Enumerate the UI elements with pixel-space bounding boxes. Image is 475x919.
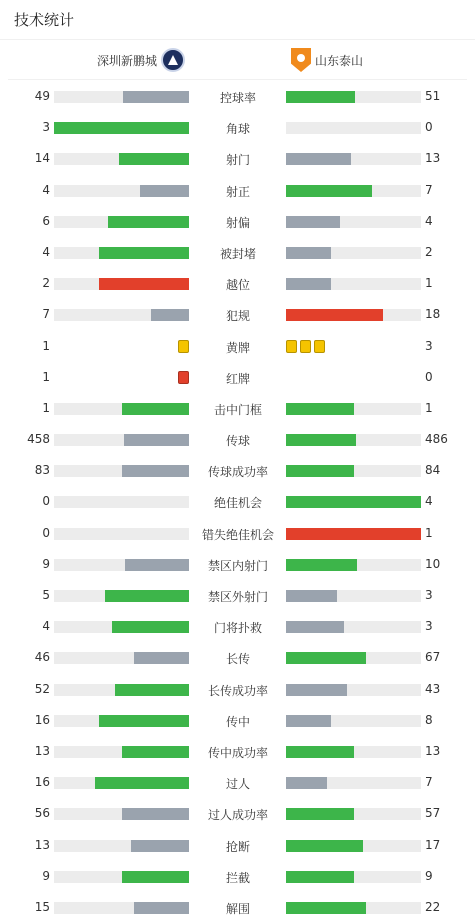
home-bar-track (54, 871, 189, 883)
stat-home-value: 13 (34, 743, 50, 758)
away-bar-track (286, 777, 421, 789)
away-bar-fill (286, 777, 327, 789)
away-bar-track (286, 465, 421, 477)
away-bar-track (286, 902, 421, 914)
stat-home-value: 1 (42, 369, 50, 384)
stat-row (0, 206, 475, 237)
stat-home-value: 1 (42, 338, 50, 353)
stat-home-value: 458 (27, 432, 50, 447)
away-bar-fill (286, 902, 366, 914)
stat-label: 拦截 (225, 870, 250, 885)
home-cards (178, 371, 189, 384)
away-bar-track (286, 840, 421, 852)
stat-home-value: 7 (42, 307, 50, 322)
page-title: 技术统计 (14, 11, 75, 29)
stat-row (0, 861, 475, 892)
stat-away-value: 13 (425, 743, 441, 758)
away-bar-track (286, 652, 421, 664)
stat-home-value: 16 (34, 712, 50, 727)
stat-row (0, 393, 475, 424)
home-bar-fill (112, 621, 189, 633)
away-bar-track (286, 871, 421, 883)
stat-row (0, 518, 475, 549)
stat-away-value: 8 (425, 712, 433, 727)
yellow-card-icon (178, 340, 189, 353)
home-bar-track (54, 528, 189, 540)
home-team-name: 深圳新鹏城 (96, 53, 157, 68)
yellow-card-icon (314, 340, 325, 353)
stat-home-value: 46 (34, 650, 50, 665)
home-bar-track (54, 621, 189, 633)
stat-home-value: 83 (34, 463, 50, 478)
stat-away-value: 18 (425, 307, 441, 322)
home-bar-track (54, 684, 189, 696)
stat-label: 红牌 (225, 371, 250, 386)
away-bar-track (286, 309, 421, 321)
away-bar-track (286, 153, 421, 165)
stat-home-value: 49 (34, 89, 50, 103)
away-bar-fill (286, 621, 344, 633)
stat-away-value: 1 (425, 525, 433, 540)
away-team-logo-icon (291, 48, 311, 72)
home-bar-track (54, 247, 189, 259)
home-bar-track (54, 590, 189, 602)
home-bar-fill (95, 777, 189, 789)
stat-row (0, 175, 475, 206)
stat-label: 黄牌 (225, 340, 250, 355)
stat-home-value: 52 (34, 681, 50, 696)
stat-row (0, 331, 475, 362)
away-bar-track (286, 808, 421, 820)
home-bar-fill (115, 684, 189, 696)
stat-row (0, 268, 475, 299)
away-bar-fill (286, 528, 421, 540)
stat-label: 控球率 (219, 91, 256, 105)
stat-away-value: 67 (425, 650, 441, 665)
stat-away-value: 4 (425, 494, 433, 509)
stat-label: 抢断 (225, 839, 250, 854)
stat-row (0, 798, 475, 829)
stat-label: 传球 (225, 434, 250, 449)
away-team[interactable] (291, 48, 363, 72)
stat-home-value: 3 (42, 120, 50, 135)
stat-away-value: 51 (425, 89, 441, 103)
away-bar-fill (286, 309, 383, 321)
stat-label: 过人 (225, 777, 250, 792)
stat-row (0, 736, 475, 767)
home-team-logo-icon (161, 48, 185, 72)
stat-label: 长传成功率 (207, 683, 268, 698)
home-bar-track (54, 777, 189, 789)
away-bar-track (286, 91, 421, 103)
home-bar-fill (105, 590, 189, 602)
away-bar-fill (286, 652, 366, 664)
away-bar-track (286, 185, 421, 197)
stat-label: 射门 (225, 153, 250, 168)
home-bar-fill (99, 278, 189, 290)
home-bar-track (54, 403, 189, 415)
stat-row (0, 674, 475, 705)
stat-away-value: 43 (425, 681, 441, 696)
away-bar-track (286, 684, 421, 696)
stat-label: 禁区内射门 (207, 558, 268, 573)
home-bar-track (54, 278, 189, 290)
stat-away-value: 0 (425, 369, 433, 384)
away-bar-track (286, 621, 421, 633)
red-card-icon (178, 371, 189, 384)
stat-label: 越位 (225, 278, 250, 293)
stat-home-value: 14 (34, 151, 50, 166)
stat-away-value: 3 (425, 619, 433, 634)
stat-row (0, 642, 475, 673)
away-bar-track (286, 528, 421, 540)
stat-row (0, 81, 475, 112)
stat-row (0, 486, 475, 517)
away-bar-fill (286, 247, 331, 259)
away-bar-track (286, 715, 421, 727)
stat-away-value: 7 (425, 182, 433, 197)
stat-row (0, 830, 475, 861)
stat-label: 错失绝佳机会 (201, 527, 274, 542)
stat-home-value: 9 (42, 868, 50, 883)
home-bar-fill (140, 185, 189, 197)
home-bar-track (54, 153, 189, 165)
stat-row (0, 455, 475, 486)
home-bar-track (54, 902, 189, 914)
home-bar-track (54, 91, 189, 103)
home-bar-fill (99, 715, 189, 727)
yellow-card-icon (300, 340, 311, 353)
home-bar-fill (134, 902, 189, 914)
away-bar-fill (286, 465, 354, 477)
away-bar-track (286, 122, 421, 134)
away-bar-fill (286, 808, 354, 820)
stat-home-value: 2 (42, 276, 50, 291)
home-bar-track (54, 465, 189, 477)
away-bar-fill (286, 216, 340, 228)
stat-away-value: 13 (425, 151, 441, 166)
stat-label: 传中 (225, 714, 250, 729)
stat-label: 解围 (225, 901, 250, 916)
stat-away-value: 4 (425, 213, 433, 228)
stat-label: 禁区外射门 (207, 590, 268, 604)
away-bar-fill (286, 403, 354, 415)
stat-row (0, 705, 475, 736)
stat-row (0, 112, 475, 143)
stat-home-value: 0 (42, 494, 50, 509)
home-bar-track (54, 185, 189, 197)
away-bar-fill (286, 153, 351, 165)
stat-row (0, 892, 475, 919)
home-team[interactable] (97, 48, 185, 72)
stat-away-value: 84 (425, 463, 441, 478)
stat-home-value: 6 (42, 213, 50, 228)
stat-home-value: 13 (34, 837, 50, 852)
stat-row (0, 362, 475, 393)
stat-away-value: 0 (425, 120, 433, 135)
home-bar-fill (134, 652, 189, 664)
stat-away-value: 7 (425, 775, 433, 790)
stats-list (0, 81, 475, 919)
stat-away-value: 22 (425, 899, 441, 914)
home-bar-fill (122, 746, 190, 758)
stat-away-value: 17 (425, 837, 441, 852)
header (0, 0, 475, 40)
stat-home-value: 9 (42, 556, 50, 571)
home-bar-fill (125, 559, 189, 571)
stat-label: 过人成功率 (207, 808, 268, 823)
stat-label: 绝佳机会 (213, 496, 262, 511)
home-bar-track (54, 559, 189, 571)
away-bar-fill (286, 715, 331, 727)
stat-label: 被封堵 (219, 246, 256, 261)
stat-row (0, 299, 475, 330)
home-bar-track (54, 746, 189, 758)
away-bar-fill (286, 871, 354, 883)
home-bar-track (54, 808, 189, 820)
home-bar-track (54, 496, 189, 508)
away-bar-track (286, 247, 421, 259)
home-bar-track (54, 434, 189, 446)
stat-label: 传球成功率 (207, 465, 268, 480)
stat-home-value: 4 (42, 244, 50, 259)
stat-row (0, 143, 475, 174)
away-bar-track (286, 434, 421, 446)
stat-away-value: 486 (425, 432, 448, 447)
stat-label: 长传 (225, 652, 250, 667)
home-bar-fill (122, 403, 190, 415)
home-bar-fill (131, 840, 190, 852)
away-bar-track (286, 216, 421, 228)
stat-home-value: 1 (42, 400, 50, 415)
stat-away-value: 3 (425, 588, 433, 602)
away-bar-track (286, 590, 421, 602)
away-bar-fill (286, 434, 356, 446)
stat-row (0, 549, 475, 580)
away-bar-fill (286, 559, 357, 571)
home-bar-track (54, 309, 189, 321)
away-bar-fill (286, 684, 347, 696)
stat-away-value: 2 (425, 244, 433, 259)
stat-label: 击中门框 (213, 402, 262, 417)
away-bar-fill (286, 185, 372, 197)
home-bar-track (54, 216, 189, 228)
stat-row (0, 767, 475, 798)
home-bar-fill (151, 309, 189, 321)
stat-home-value: 5 (42, 588, 50, 602)
home-bar-fill (122, 465, 189, 477)
home-bar-fill (108, 216, 189, 228)
home-bar-track (54, 122, 189, 134)
stat-home-value: 15 (34, 899, 50, 914)
home-bar-track (54, 840, 189, 852)
stat-row (0, 237, 475, 268)
yellow-card-icon (286, 340, 297, 353)
away-cards (286, 340, 325, 353)
home-bar-fill (122, 808, 189, 820)
away-bar-fill (286, 840, 363, 852)
stat-row (0, 580, 475, 611)
stat-label: 射偏 (225, 215, 250, 230)
stat-away-value: 1 (425, 400, 433, 415)
away-bar-fill (286, 91, 355, 103)
stat-away-value: 57 (425, 806, 441, 821)
stat-row (0, 424, 475, 455)
away-bar-fill (286, 746, 354, 758)
stat-away-value: 10 (425, 556, 441, 571)
away-bar-track (286, 496, 421, 508)
home-bar-fill (123, 91, 189, 103)
away-bar-fill (286, 496, 421, 508)
away-team-name: 山东泰山 (315, 53, 364, 68)
home-bar-fill (119, 153, 189, 165)
stat-away-value: 9 (425, 868, 433, 883)
stat-home-value: 56 (34, 806, 50, 821)
stat-label: 射正 (225, 184, 250, 199)
home-bar-fill (122, 871, 190, 883)
away-bar-track (286, 746, 421, 758)
stat-away-value: 1 (425, 276, 433, 291)
stat-home-value: 0 (42, 525, 50, 540)
home-bar-track (54, 652, 189, 664)
away-bar-track (286, 278, 421, 290)
stat-away-value: 3 (425, 338, 433, 353)
home-bar-fill (99, 247, 189, 259)
stat-home-value: 4 (42, 619, 50, 634)
stat-row (0, 611, 475, 642)
away-bar-track (286, 403, 421, 415)
home-cards (178, 340, 189, 353)
stat-home-value: 4 (42, 182, 50, 197)
away-bar-track (286, 559, 421, 571)
stat-label: 角球 (225, 122, 250, 137)
home-bar-track (54, 715, 189, 727)
away-bar-fill (286, 278, 331, 290)
teams-bar (8, 40, 467, 80)
home-bar-fill (54, 122, 189, 134)
stat-label: 犯规 (225, 309, 250, 324)
stat-label: 传中成功率 (207, 745, 268, 760)
home-bar-fill (124, 434, 189, 446)
stat-home-value: 16 (34, 775, 50, 790)
away-bar-fill (286, 590, 337, 602)
stat-label: 门将扑救 (213, 621, 262, 636)
